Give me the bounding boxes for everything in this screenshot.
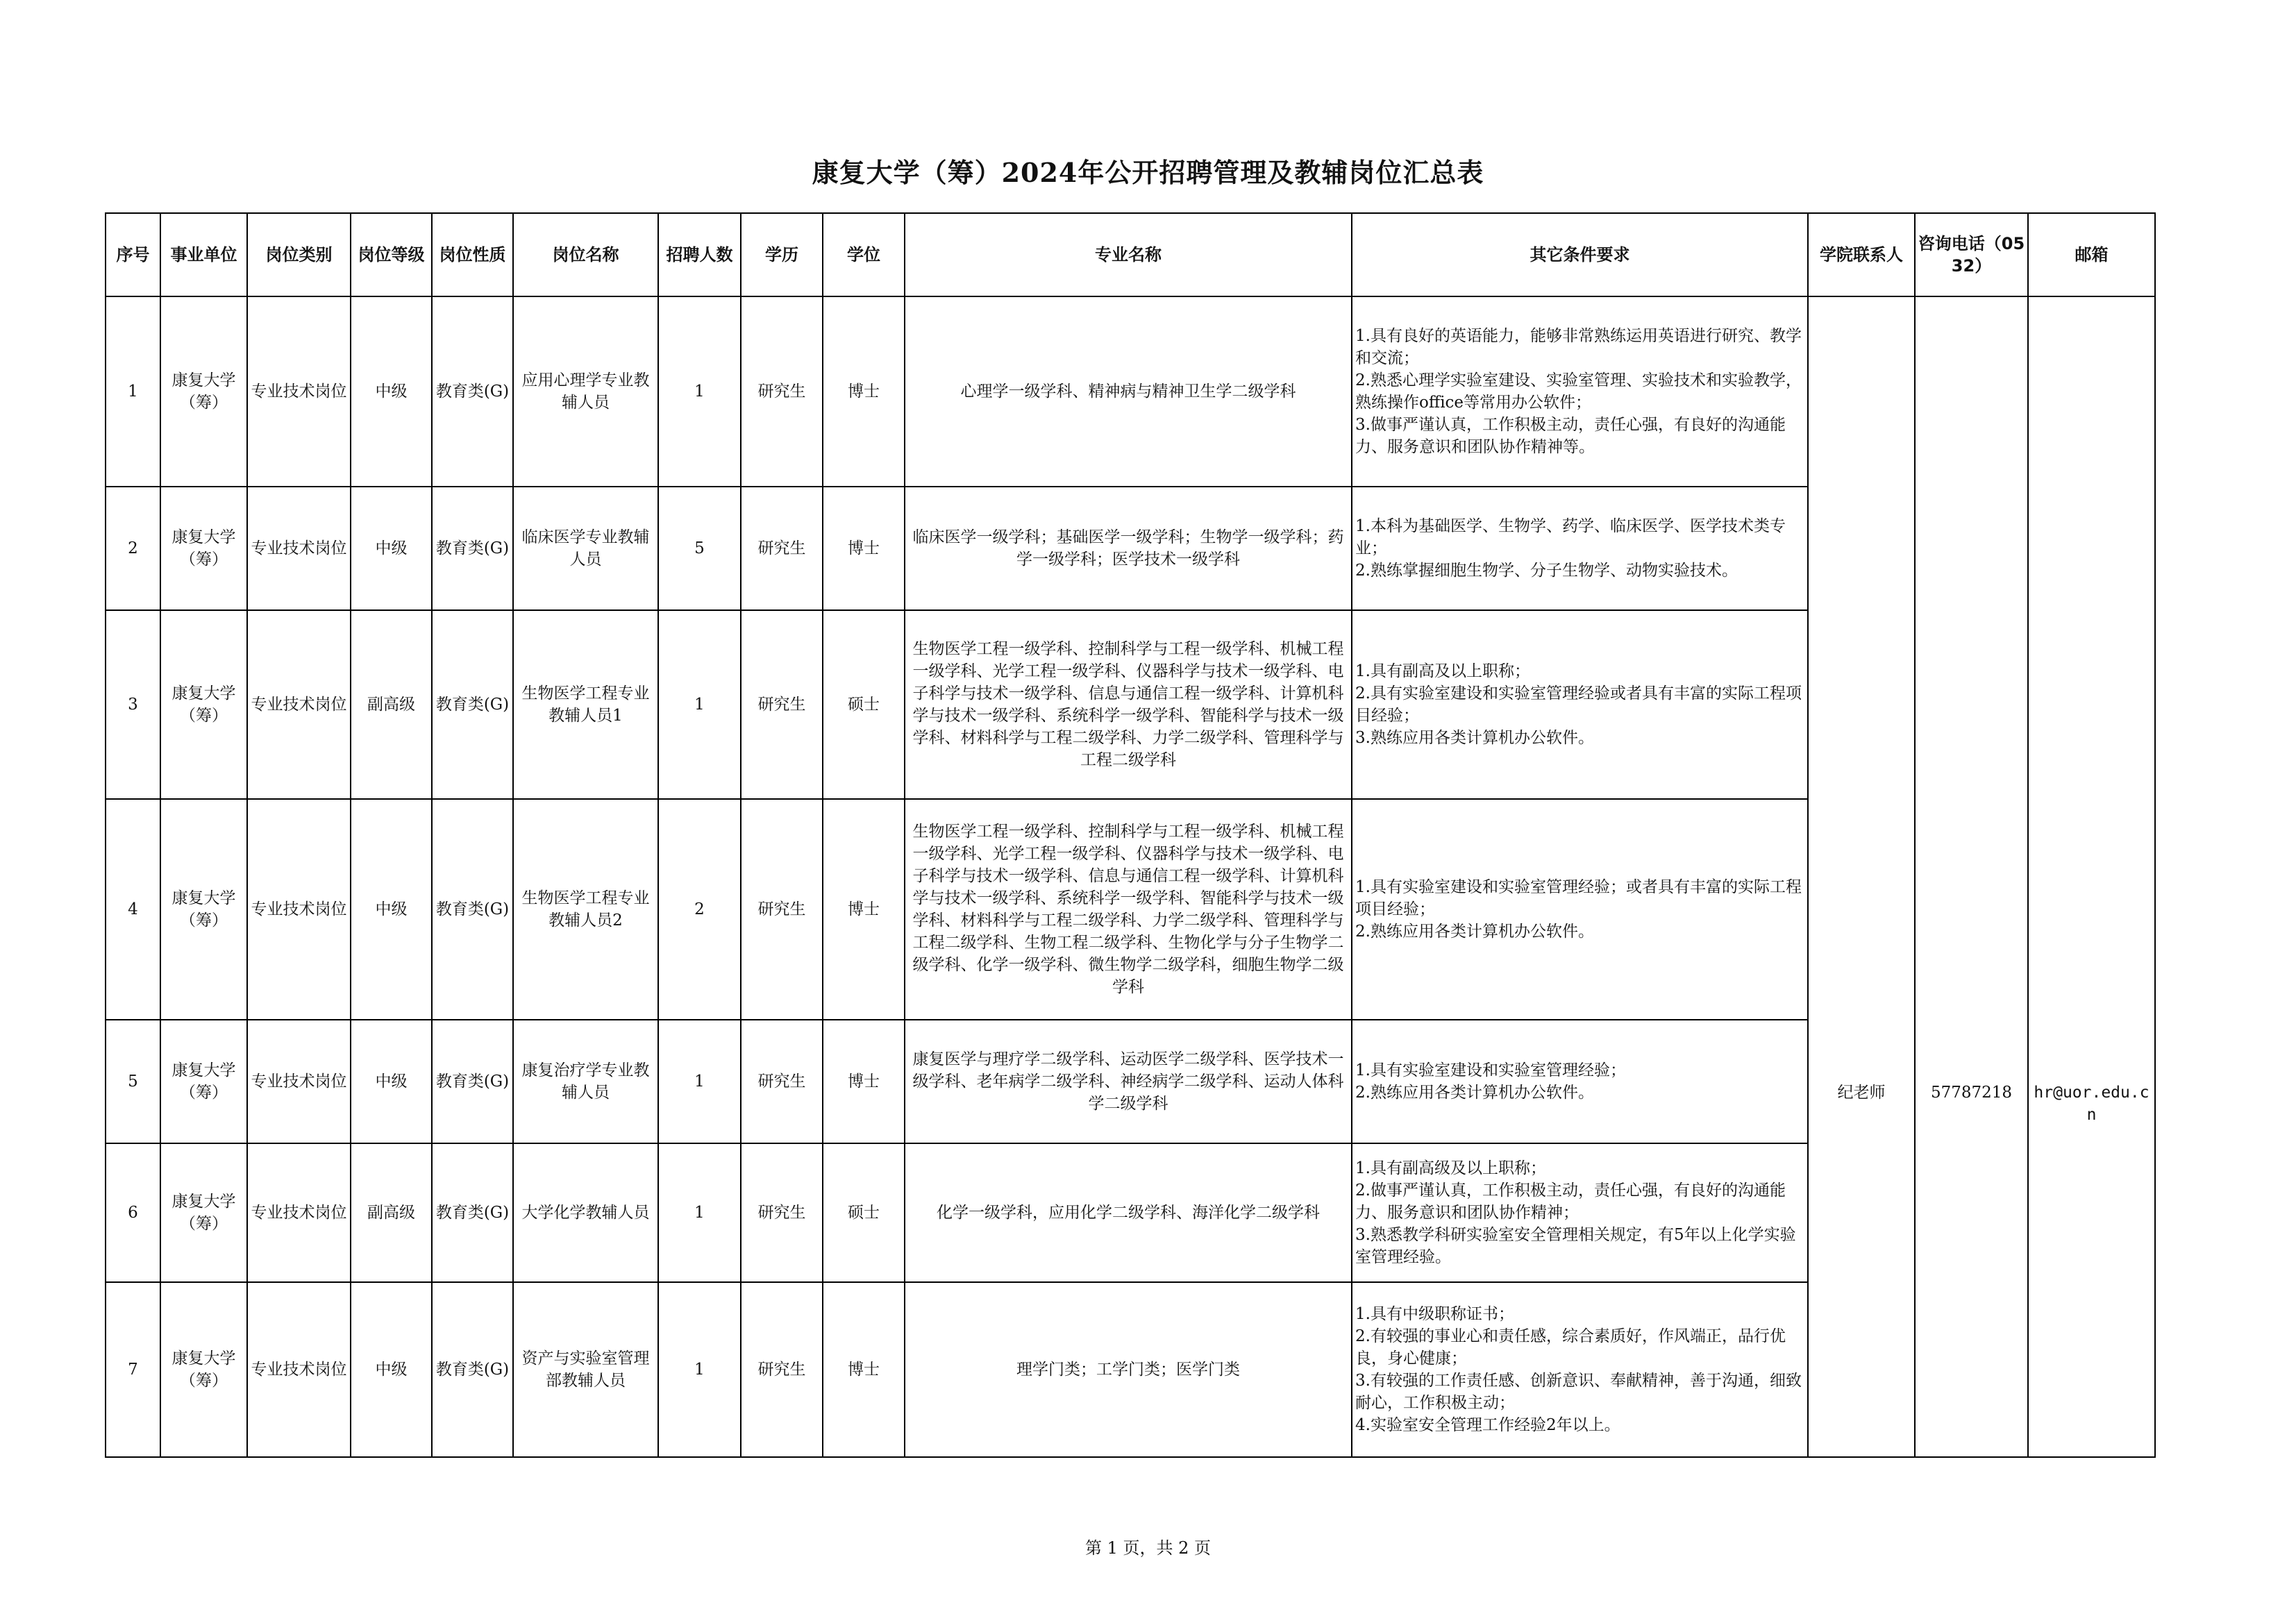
cell-major: 生物医学工程一级学科、控制科学与工程一级学科、机械工程一级学科、光学工程一级学科、仪器科学与技术一级学科、电子科学与技术一级学科、信息与通信工程一级学科、计算机科学与技术一级学科、系统科学一级学科、智能科学与技术一级学科、材料科学与工程二级学科、力学二级学科、管理科学与工程二级学科 [905,610,1352,799]
cell-degree: 博士 [823,799,905,1020]
cell-seq: 2 [106,487,160,610]
cell-post: 生物医学工程专业教辅人员1 [513,610,658,799]
cell-level: 中级 [351,487,432,610]
cell-count: 1 [658,1282,741,1457]
cell-unit: 康复大学（筹） [160,487,247,610]
cell-category: 专业技术岗位 [247,799,351,1020]
cell-post: 临床医学专业教辅人员 [513,487,658,610]
table-row [106,296,2155,487]
cell-unit: 康复大学（筹） [160,799,247,1020]
cell-edu: 研究生 [741,1020,823,1143]
cell-other: 1.具有副高及以上职称； 2.具有实验室建设和实验室管理经验或者具有丰富的实际工程项目经验； 3.熟练应用各类计算机办公软件。 [1352,610,1808,799]
cell-other: 1.本科为基础医学、生物学、药学、临床医学、医学技术类专业； 2.熟练掌握细胞生物学、分子生物学、动物实验技术。 [1352,487,1808,610]
cell-other: 1.具有实验室建设和实验室管理经验；或者具有丰富的实际工程项目经验； 2.熟练应用各类计算机办公软件。 [1352,799,1808,1020]
cell-count: 1 [658,1143,741,1282]
header-degree: 学位 [823,213,905,296]
cell-level: 副高级 [351,610,432,799]
contact-email: hr@uor.edu.cn [2028,296,2155,1457]
cell-major: 生物医学工程一级学科、控制科学与工程一级学科、机械工程一级学科、光学工程一级学科、仪器科学与技术一级学科、电子科学与技术一级学科、信息与通信工程一级学科、计算机科学与技术一级学科、系统科学一级学科、智能科学与技术一级学科、材料科学与工程二级学科、力学二级学科、管理科学与工程二级学科、生物工程二级学科、生物化学与分子生物学二级学科、化学一级学科、微生物学二级学科，细胞生物学二级学科 [905,799,1352,1020]
cell-category: 专业技术岗位 [247,610,351,799]
cell-degree: 硕士 [823,610,905,799]
cell-post: 大学化学教辅人员 [513,1143,658,1282]
cell-post: 生物医学工程专业教辅人员2 [513,799,658,1020]
cell-degree: 硕士 [823,1143,905,1282]
cell-post: 资产与实验室管理部教辅人员 [513,1282,658,1457]
cell-count: 5 [658,487,741,610]
cell-edu: 研究生 [741,610,823,799]
header-category: 岗位类别 [247,213,351,296]
cell-edu: 研究生 [741,799,823,1020]
header-phone: 咨询电话（0532） [1915,213,2028,296]
cell-level: 中级 [351,1020,432,1143]
cell-degree: 博士 [823,1020,905,1143]
cell-other: 1.具有良好的英语能力，能够非常熟练运用英语进行研究、教学和交流； 2.熟悉心理学实验室建设、实验室管理、实验技术和实验教学，熟练操作office等常用办公软件； 3.做事严谨认真，工作积极主动，责任心强，有良好的沟通能力、服务意识和团队协作精神等。 [1352,296,1808,487]
cell-level: 中级 [351,1282,432,1457]
cell-major: 化学一级学科，应用化学二级学科、海洋化学二级学科 [905,1143,1352,1282]
header-level: 岗位等级 [351,213,432,296]
cell-degree: 博士 [823,296,905,487]
cell-level: 副高级 [351,1143,432,1282]
cell-unit: 康复大学（筹） [160,1143,247,1282]
cell-count: 2 [658,799,741,1020]
cell-category: 专业技术岗位 [247,1020,351,1143]
cell-category: 专业技术岗位 [247,296,351,487]
header-edu: 学历 [741,213,823,296]
cell-unit: 康复大学（筹） [160,1282,247,1457]
cell-major: 理学门类；工学门类；医学门类 [905,1282,1352,1457]
contact-name: 纪老师 [1808,296,1915,1457]
cell-unit: 康复大学（筹） [160,610,247,799]
cell-nature: 教育类(G) [432,799,513,1020]
cell-seq: 3 [106,610,160,799]
header-other: 其它条件要求 [1352,213,1808,296]
cell-other: 1.具有中级职称证书； 2.有较强的事业心和责任感，综合素质好，作风端正，品行优良，身心健康； 3.有较强的工作责任感、创新意识、奉献精神，善于沟通，细致耐心，工作积极主动； 4.实验室安全管理工作经验2年以上。 [1352,1282,1808,1457]
cell-seq: 1 [106,296,160,487]
header-unit: 事业单位 [160,213,247,296]
cell-count: 1 [658,296,741,487]
page-title: 康复大学（筹）2024年公开招聘管理及教辅岗位汇总表 [812,157,1484,188]
cell-count: 1 [658,1020,741,1143]
cell-post: 康复治疗学专业教辅人员 [513,1020,658,1143]
cell-degree: 博士 [823,1282,905,1457]
cell-edu: 研究生 [741,1282,823,1457]
cell-nature: 教育类(G) [432,610,513,799]
cell-category: 专业技术岗位 [247,487,351,610]
cell-nature: 教育类(G) [432,487,513,610]
cell-nature: 教育类(G) [432,1282,513,1457]
cell-nature: 教育类(G) [432,296,513,487]
cell-seq: 5 [106,1020,160,1143]
cell-nature: 教育类(G) [432,1020,513,1143]
cell-edu: 研究生 [741,487,823,610]
cell-post: 应用心理学专业教辅人员 [513,296,658,487]
header-contact: 学院联系人 [1808,213,1915,296]
cell-seq: 4 [106,799,160,1020]
cell-major: 康复医学与理疗学二级学科、运动医学二级学科、医学技术一级学科、老年病学二级学科、神经病学二级学科、运动人体科学二级学科 [905,1020,1352,1143]
cell-major: 临床医学一级学科；基础医学一级学科；生物学一级学科；药学一级学科；医学技术一级学科 [905,487,1352,610]
cell-seq: 7 [106,1282,160,1457]
cell-degree: 博士 [823,487,905,610]
cell-unit: 康复大学（筹） [160,1020,247,1143]
cell-level: 中级 [351,799,432,1020]
cell-category: 专业技术岗位 [247,1282,351,1457]
cell-category: 专业技术岗位 [247,1143,351,1282]
cell-edu: 研究生 [741,296,823,487]
cell-count: 1 [658,610,741,799]
header-post: 岗位名称 [513,213,658,296]
page-footer: 第 1 页，共 2 页 [1084,1538,1212,1558]
contact-phone: 57787218 [1915,296,2028,1457]
header-nature: 岗位性质 [432,213,513,296]
header-email: 邮箱 [2028,213,2155,296]
recruitment-table [105,212,2156,1458]
cell-edu: 研究生 [741,1143,823,1282]
cell-unit: 康复大学（筹） [160,296,247,487]
cell-other: 1.具有副高级及以上职称； 2.做事严谨认真，工作积极主动，责任心强，有良好的沟通能力、服务意识和团队协作精神； 3.熟悉教学科研实验室安全管理相关规定，有5年以上化学实验室管理经验。 [1352,1143,1808,1282]
header-seq: 序号 [106,213,160,296]
table-header-row [106,213,2155,296]
cell-level: 中级 [351,296,432,487]
cell-other: 1.具有实验室建设和实验室管理经验； 2.熟练应用各类计算机办公软件。 [1352,1020,1808,1143]
cell-major: 心理学一级学科、精神病与精神卫生学二级学科 [905,296,1352,487]
cell-seq: 6 [106,1143,160,1282]
header-major: 专业名称 [905,213,1352,296]
header-count: 招聘人数 [658,213,741,296]
cell-nature: 教育类(G) [432,1143,513,1282]
